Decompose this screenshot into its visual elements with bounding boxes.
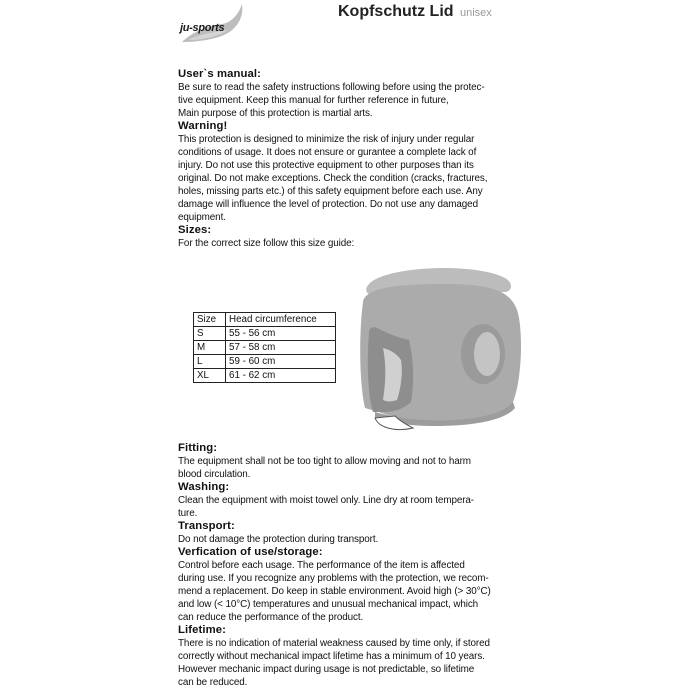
size-table <box>193 312 336 383</box>
sizes-heading: Sizes: <box>178 224 212 236</box>
warning-line: holes, missing parts etc.) of this safety equipment before each use. Any <box>178 186 483 197</box>
users-manual-line: Main purpose of this protection is martial arts. <box>178 108 373 119</box>
warning-line: This protection is designed to minimize the risk of injury under regular <box>178 134 475 145</box>
transport-heading: Transport: <box>178 520 235 532</box>
fitting-section <box>178 442 523 689</box>
washing-line: Clean the equipment with moist towel only. Line dry at room tempera- <box>178 495 474 506</box>
table-cell: 57 - 58 cm <box>226 341 336 355</box>
fitting-line: The equipment shall not be too tight to allow moving and not to harm <box>178 456 471 467</box>
title-subtitle: unisex <box>460 7 492 19</box>
logo-text: ju-sports <box>180 22 225 34</box>
table-header-cell: Size <box>194 313 226 327</box>
fitting-heading: Fitting: <box>178 442 218 454</box>
table-cell: 61 - 62 cm <box>226 369 336 383</box>
warning-line: original. Do not make exceptions. Check the condition (cracks, fractures, <box>178 173 488 184</box>
head-guard-illustration <box>355 262 525 434</box>
verification-line: Control before each usage. The performance of the item is affected <box>178 560 465 571</box>
table-row <box>194 341 336 355</box>
washing-line: ture. <box>178 508 198 519</box>
table-row <box>194 327 336 341</box>
table-row <box>194 369 336 383</box>
manual-top <box>178 68 523 250</box>
verification-line: and low (< 10°C) temperatures and unusual mechanical impact, which <box>178 599 479 610</box>
users-manual-line: tive equipment. Keep this manual for further reference in future, <box>178 95 449 106</box>
page-title <box>338 3 492 21</box>
warning-line: equipment. <box>178 212 226 223</box>
table-cell: XL <box>194 369 226 383</box>
warning-line: injury. Do not use this protective equipment to other purposes than its <box>178 160 474 171</box>
verification-line: can reduce the performance of the product. <box>178 612 364 623</box>
verification-heading: Verfication of use/storage: <box>178 546 323 558</box>
table-cell: M <box>194 341 226 355</box>
fitting-line: blood circulation. <box>178 469 251 480</box>
users-manual-heading: User`s manual: <box>178 68 262 80</box>
verification-line: during use. If you recognize any problems with the protection, we recom- <box>178 573 489 584</box>
lifetime-line: There is no indication of material weakness caused by time only, if stored <box>178 638 490 649</box>
table-row <box>194 355 336 369</box>
table-cell: 55 - 56 cm <box>226 327 336 341</box>
warning-heading: Warning! <box>178 120 228 132</box>
table-header-row <box>194 313 336 327</box>
users-manual-line: Be sure to read the safety instructions following before using the protec- <box>178 82 485 93</box>
warning-line: conditions of usage. It does not ensure or gurantee a complete lack of <box>178 147 477 158</box>
table-cell: 59 - 60 cm <box>226 355 336 369</box>
title-text: Kopfschutz Lid <box>338 3 454 20</box>
lifetime-line: correctly without mechanical impact lifetime has a minimum of 10 years. <box>178 651 485 662</box>
table-cell: L <box>194 355 226 369</box>
sizes-intro: For the correct size follow this size guide: <box>178 238 355 249</box>
verification-line: mend a replacement. Do keep in stable environment. Avoid high (> 30°C) <box>178 586 491 597</box>
transport-line: Do not damage the protection during transport. <box>178 534 379 545</box>
warning-line: damage will influence the level of protection. Do not use any damaged <box>178 199 478 210</box>
table-header-cell: Head circumference <box>226 313 336 327</box>
washing-heading: Washing: <box>178 481 230 493</box>
table-cell: S <box>194 327 226 341</box>
lifetime-heading: Lifetime: <box>178 624 226 636</box>
lifetime-line: can be reduced. <box>178 677 248 688</box>
lifetime-line: However mechanic impact during usage is not predictable, so lifetime <box>178 664 475 675</box>
